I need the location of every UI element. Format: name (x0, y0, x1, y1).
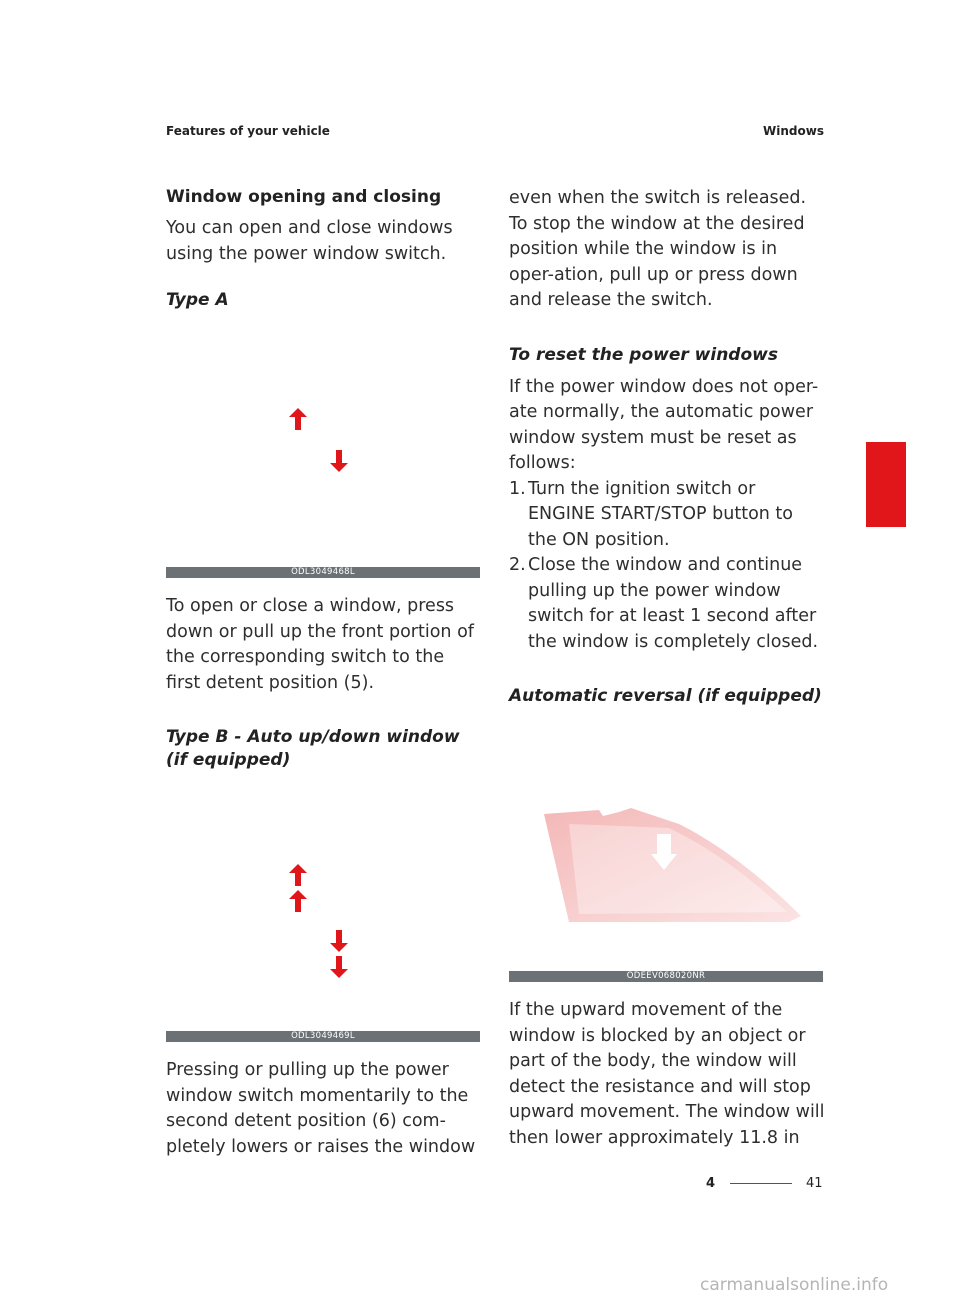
step-number: 1. (509, 478, 526, 499)
left-column (166, 186, 482, 1160)
list-item (509, 553, 825, 655)
object-marker (657, 834, 671, 854)
arrow-up-icon (288, 890, 308, 912)
footer-divider (730, 1183, 792, 1184)
type-a-paragraph: To open or close a window, press down or pull up the front portion of the corresponding switch to the first detent position (5). (166, 596, 474, 693)
chapter-side-number: 4 (878, 505, 890, 524)
reset-steps (509, 477, 825, 656)
type-b-title: Type B - Auto up/down window (if equipped) (166, 727, 460, 770)
reset-intro: If the power window does not oper-ate normally, the automatic power window system must be reset as follows: (509, 376, 819, 473)
figure-code: ODEEV068020NR (509, 971, 823, 982)
intro-paragraph: You can open and close windows using the power window switch. (166, 218, 453, 264)
arrow-down-icon (329, 450, 349, 472)
list-item (509, 477, 825, 554)
running-header-section: Features of your vehicle (166, 124, 330, 138)
continued-paragraph: even when the switch is released. To stop the window at the desired position while the window is in oper-ation, pull up or press down and release the switch. (509, 188, 807, 310)
figure-code: ODL3049468L (166, 567, 480, 578)
type-a-title: Type A (166, 290, 229, 310)
section-heading: Window opening and closing (166, 187, 442, 207)
auto-reversal-paragraph: If the upward movement of the window is blocked by an object or part of the body, the window will detect the resistance and will stop upward movement. The window will then lower approximately 11.8 in (509, 1000, 825, 1148)
arrow-up-icon (288, 864, 308, 886)
auto-reversal-title: Automatic reversal (if equipped) (509, 686, 822, 706)
footer-chapter-number: 4 (706, 1176, 716, 1191)
running-header-topic: Windows (763, 124, 824, 138)
step-text: Turn the ignition switch or ENGINE START/STOP button to the ON position. (528, 478, 794, 550)
reset-title: To reset the power windows (509, 344, 778, 365)
figure-auto-reversal (509, 714, 823, 982)
watermark-text: carmanualsonline.info (700, 1275, 889, 1295)
step-number: 2. (509, 555, 526, 575)
step-text: Close the window and continue pulling up the power window switch for at least 1 second after the window is completely closed. (528, 555, 819, 652)
figure-type-b (166, 780, 480, 1042)
arrow-down-icon (329, 930, 349, 952)
right-column (509, 186, 825, 1151)
type-b-paragraph: Pressing or pulling up the power window switch momentarily to the second detent position (6) com-pletely lowers or raises the window (166, 1060, 476, 1157)
figure-type-a (166, 324, 480, 578)
figure-code: ODL3049469L (166, 1031, 480, 1042)
footer-page-number: 41 (806, 1176, 823, 1191)
arrow-down-icon (329, 956, 349, 978)
window-glass-illustration (539, 804, 809, 934)
arrow-up-icon (288, 408, 308, 430)
